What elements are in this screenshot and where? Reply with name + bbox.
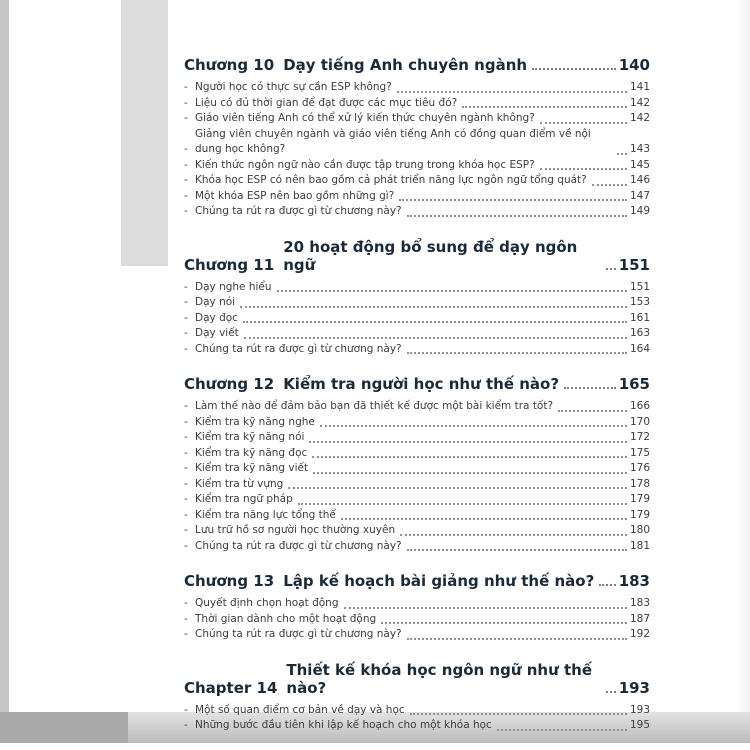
item-text: Chúng ta rút ra được gì từ chương này? [195,628,402,640]
toc-item [184,430,650,446]
item-page-number: 175 [629,446,650,459]
item-page-number: 192 [629,628,650,640]
item-text: Dạy viết [195,327,239,339]
item-text: Dạy nói [195,296,236,308]
toc-section [184,56,650,220]
toc-item [184,342,650,358]
item-text: Những bước đầu tiên khi lập kế hoạch cho một khóa học [195,719,492,731]
dot-leader [399,199,627,201]
dot-leader [599,584,615,586]
item-bullet: - [184,524,188,536]
dot-leader [341,518,627,520]
chapter-page-number: 165 [618,375,650,393]
item-page-number: 172 [629,431,650,443]
item-page-number: 145 [629,158,650,171]
item-page-number: 180 [629,524,650,536]
chapter-title: Thiết kế khóa học ngôn ngữ như thế nào? [286,660,593,697]
chapter-label: Chương 13 [184,572,275,590]
toc-item [184,596,650,612]
item-page-number: 141 [629,81,650,93]
dot-leader [288,487,627,489]
toc-section [184,375,650,554]
item-page-number: 187 [629,612,650,625]
chapter-items [184,280,650,358]
item-page-number: 170 [629,415,650,428]
item-text: Thời gian dành cho một hoạt động [195,612,377,625]
item-page-number: 178 [629,477,650,490]
chapter-label: Chương 11 [184,255,275,274]
chapter-heading [184,661,650,697]
chapter-heading [184,572,650,590]
dot-leader [540,122,627,124]
dot-leader [462,106,627,108]
item-bullet: - [184,539,188,552]
item-page-number: 166 [629,400,650,412]
toc-item [184,477,650,493]
toc-item [184,326,650,342]
item-bullet: - [184,415,188,428]
toc-section [184,572,650,643]
toc-item [184,80,650,96]
item-page-number: 146 [629,174,650,186]
dot-leader [540,168,627,170]
item-bullet: - [184,612,188,625]
chapter-items [184,596,650,643]
item-page-number: 176 [629,462,650,474]
dot-leader [564,387,616,389]
chapter-heading [184,375,650,393]
dot-leader [277,290,627,292]
dot-leader [400,534,627,536]
toc-item [184,127,650,158]
item-text: Kiểm tra năng lực tổng thể [195,508,336,521]
item-bullet: - [184,327,188,339]
dot-leader [558,410,627,412]
item-page-number: 164 [629,342,650,355]
item-page-number: 153 [629,296,650,308]
toc-item [184,204,650,220]
dot-leader [606,268,616,270]
toc-item [184,508,650,524]
item-text: Kiểm tra ngữ pháp [195,493,293,505]
chapter-title: Kiểm tra người học như thế nào? [283,375,560,393]
dot-leader [381,622,627,624]
chapter-title: 20 hoạt động bổ sung để dạy ngôn ngữ [283,237,578,274]
toc-item [184,703,650,719]
item-bullet: - [184,493,188,505]
dot-leader [397,91,627,93]
item-text: Kiểm tra kỹ năng viết [195,462,309,474]
toc-item [184,492,650,508]
item-page-number: 142 [629,96,650,109]
item-text: Quyết định chọn hoạt động [195,597,339,609]
item-text: Chúng ta rút ra được gì từ chương này? [195,205,402,217]
item-bullet: - [184,628,188,640]
dot-leader [240,306,627,308]
item-text: Dạy nghe hiểu [195,280,272,293]
toc-item [184,523,650,539]
item-bullet: - [184,311,188,324]
item-text: Dạy đọc [195,311,238,324]
item-page-number: 163 [629,327,650,339]
item-bullet: - [184,96,188,109]
dot-leader [617,153,627,155]
item-page-number: 143 [629,143,650,155]
toc-item [184,173,650,189]
toc-item [184,111,650,127]
dot-leader [313,472,627,474]
chapter-heading [184,238,650,274]
toc-item [184,295,650,311]
dot-leader [407,215,627,217]
item-bullet: - [184,81,188,93]
item-text: Liệu có đủ thời gian để đạt được các mục tiêu đó? [195,96,458,109]
toc-item [184,612,650,628]
item-text: Khóa học ESP có nên bao gồm cả phát triển năng lực ngôn ngữ tổng quát? [195,174,587,186]
item-page-number: 149 [629,205,650,217]
item-bullet: - [184,174,188,186]
item-page-number: 183 [629,597,650,609]
item-bullet: - [184,205,188,217]
dot-leader [407,638,627,640]
page-right-shadow [736,0,750,712]
item-page-number: 179 [629,508,650,521]
item-page-number: 179 [629,493,650,505]
item-bullet: - [184,477,188,490]
item-page-number: 151 [629,280,650,293]
item-text: Lưu trữ hồ sơ người học thường xuyên [195,524,396,536]
toc-item [184,415,650,431]
item-text: Kiểm tra từ vựng [195,477,284,490]
photo-left-edge [0,0,9,714]
dot-leader [410,713,627,715]
item-bullet: - [184,703,188,716]
item-bullet: - [184,143,188,155]
chapter-page-number: 183 [618,572,650,590]
adjacent-page-edge [121,0,168,266]
item-bullet: - [184,597,188,609]
dot-leader [312,456,627,458]
item-page-number: 147 [629,189,650,202]
item-page-number: 142 [629,112,650,124]
item-text: Kiểm tra kỹ năng nói [195,431,305,443]
item-bullet: - [184,158,188,171]
toc-item [184,96,650,112]
chapter-items [184,80,650,220]
dot-leader [298,503,627,505]
dot-leader [407,352,627,354]
dot-leader [606,691,616,693]
chapter-page-number: 151 [618,255,650,274]
chapter-label: Chapter 14 [184,678,278,697]
item-bullet: - [184,462,188,474]
chapter-items [184,703,650,734]
toc-item [184,158,650,174]
item-text: Người học có thực sự cần ESP không? [195,81,392,93]
item-page-number: 195 [629,719,650,731]
chapter-title: Dạy tiếng Anh chuyên ngành [283,56,528,74]
table-of-contents [184,56,650,750]
item-text: Chúng ta rút ra được gì từ chương này? [195,539,402,552]
item-bullet: - [184,280,188,293]
toc-item [184,461,650,477]
item-text: Làm thế nào để đảm bảo bạn đã thiết kế được một bài kiểm tra tốt? [195,400,554,412]
chapter-page-number: 140 [618,56,650,74]
item-bullet: - [184,719,188,731]
dot-leader [244,337,627,339]
toc-item [184,399,650,415]
item-text: Chúng ta rút ra được gì từ chương này? [195,342,402,355]
dot-leader [407,549,627,551]
item-text: Giáo viên tiếng Anh có thể xử lý kiến thức chuyên ngành không? [195,112,535,124]
toc-item [184,627,650,643]
dot-leader [592,184,627,186]
item-text: Một khóa ESP nên bao gồm những gì? [195,189,395,202]
item-bullet: - [184,446,188,459]
chapter-page-number: 193 [618,678,650,697]
chapter-label: Chương 12 [184,375,275,393]
item-bullet: - [184,342,188,355]
item-bullet: - [184,112,188,124]
table-surface-shadow [0,712,128,743]
item-bullet: - [184,431,188,443]
toc-item [184,189,650,205]
toc-item [184,311,650,327]
dot-leader [497,729,627,731]
toc-item [184,446,650,462]
dot-leader [243,321,627,323]
item-text: Kiểm tra kỹ năng nghe [195,415,315,428]
toc-item [184,539,650,555]
chapter-label: Chương 10 [184,56,275,74]
chapter-title: Lập kế hoạch bài giảng như thế nào? [283,572,595,590]
chapter-items [184,399,650,554]
toc-item [184,718,650,734]
item-text: Một số quan điểm cơ bản về dạy và học [195,703,405,716]
toc-section [184,661,650,734]
item-text: Giảng viên chuyên ngành và giáo viên tiếng Anh có đồng quan điểm về nội dung học không? [195,127,591,155]
item-bullet: - [184,189,188,202]
dot-leader [344,607,627,609]
item-bullet: - [184,508,188,521]
dot-leader [532,68,616,70]
item-page-number: 181 [629,539,650,552]
item-bullet: - [184,296,188,308]
toc-section [184,238,650,358]
dot-leader [309,441,627,443]
toc-item [184,280,650,296]
dot-leader [320,425,627,427]
item-text: Kiến thức ngôn ngữ nào cần được tập trung trong khóa học ESP? [195,158,535,171]
item-page-number: 161 [629,311,650,324]
item-text: Kiểm tra kỹ năng đọc [195,446,308,459]
item-page-number: 193 [629,703,650,716]
chapter-heading [184,56,650,74]
item-bullet: - [184,400,188,412]
